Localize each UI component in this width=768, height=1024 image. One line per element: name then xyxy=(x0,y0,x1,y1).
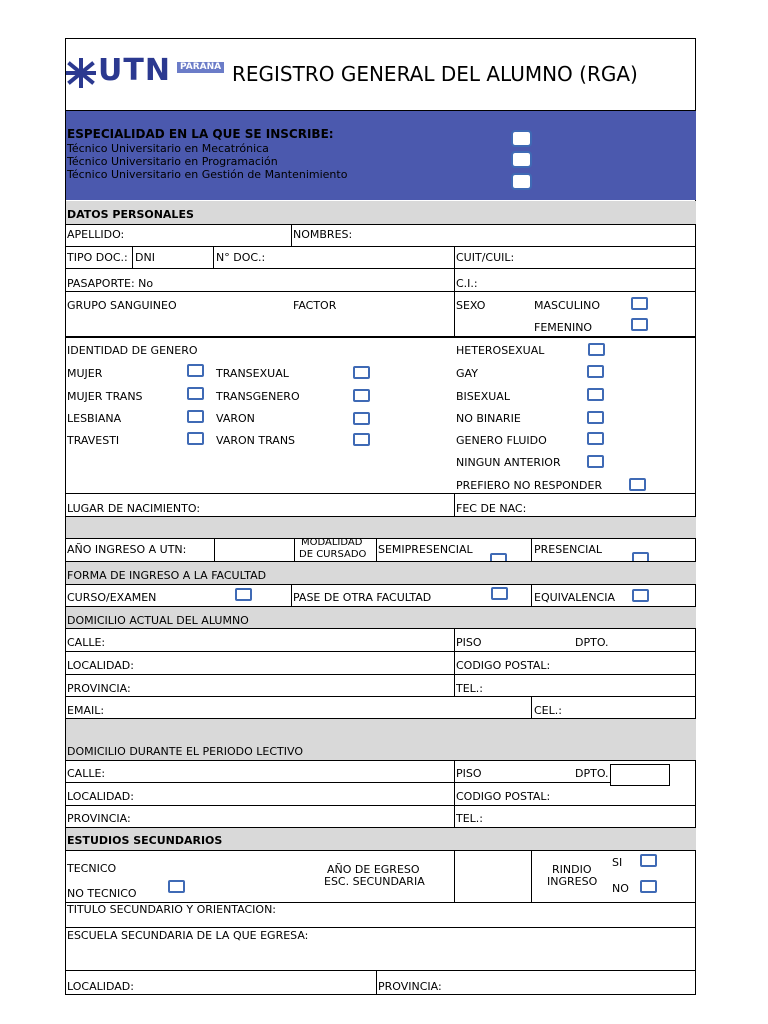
fecha-nacimiento-label: FEC DE NAC: xyxy=(456,502,527,515)
ninguno-checkbox[interactable] xyxy=(587,455,604,468)
genero-bisexual: BISEXUAL xyxy=(456,390,510,403)
mujer-checkbox[interactable] xyxy=(187,364,204,377)
femenino-checkbox[interactable] xyxy=(631,318,648,331)
equivalencia-label: EQUIVALENCIA xyxy=(534,591,616,604)
rindio-label-2: INGRESO xyxy=(547,875,598,888)
tel-actual-label: TEL.: xyxy=(456,682,484,695)
piso-actual-label: PISO xyxy=(456,636,482,649)
anio-ingreso-label: AÑO INGRESO A UTN: xyxy=(67,543,187,556)
localidad-escuela-label: LOCALIDAD: xyxy=(67,980,134,993)
egreso-label-1: AÑO DE EGRESO xyxy=(327,863,420,876)
masculino-checkbox[interactable] xyxy=(631,297,648,310)
travesti-checkbox[interactable] xyxy=(187,432,204,445)
cp-lectivo-label: CODIGO POSTAL: xyxy=(456,790,551,803)
provincia-escuela-label: PROVINCIA: xyxy=(378,980,442,993)
localidad-lectivo-label: LOCALIDAD: xyxy=(67,790,134,803)
no-checkbox[interactable] xyxy=(640,880,657,893)
dpto-lectivo-field[interactable] xyxy=(610,764,670,786)
grupo-sanguineo-label: GRUPO SANGUINEO xyxy=(67,299,177,312)
transexual-checkbox[interactable] xyxy=(353,366,370,379)
provincia-actual-label: PROVINCIA: xyxy=(67,682,131,695)
cp-actual-label: CODIGO POSTAL: xyxy=(456,659,551,672)
genero-gay: GAY xyxy=(456,367,478,380)
escuela-secundaria-label: ESCUELA SECUNDARIA DE LA QUE EGRESA: xyxy=(67,929,309,942)
factor-label: FACTOR xyxy=(293,299,337,312)
cel-label: CEL.: xyxy=(534,704,562,717)
genero-mujer: MUJER xyxy=(67,367,103,380)
semipresencial-label: SEMIPRESENCIAL xyxy=(378,543,473,556)
no-label: NO xyxy=(612,882,629,895)
calle-lectivo-label: CALLE: xyxy=(67,767,106,780)
transgenero-checkbox[interactable] xyxy=(353,389,370,402)
localidad-actual-label: LOCALIDAD: xyxy=(67,659,134,672)
pasaporte-label: PASAPORTE: No xyxy=(67,277,154,290)
provincia-lectivo-label: PROVINCIA: xyxy=(67,812,131,825)
titulo-secundario-label: TITULO SECUNDARIO Y ORIENTACION: xyxy=(67,903,277,916)
presencial-label: PRESENCIAL xyxy=(534,543,602,556)
bisexual-checkbox[interactable] xyxy=(587,388,604,401)
heterosexual-checkbox[interactable] xyxy=(588,343,605,356)
gay-checkbox[interactable] xyxy=(587,365,604,378)
si-label: SI xyxy=(612,856,623,869)
lesbiana-checkbox[interactable] xyxy=(187,410,204,423)
especialidad-checkbox-2[interactable] xyxy=(513,153,530,166)
genero-varon-trans: VARON TRANS xyxy=(216,434,296,447)
spacer-bar-1 xyxy=(66,517,696,538)
dpto-actual-label: DPTO. xyxy=(575,636,609,649)
si-checkbox[interactable] xyxy=(640,854,657,867)
especialidad-heading: ESPECIALIDAD EN LA QUE SE INSCRIBE: xyxy=(67,127,334,141)
domicilio-lectivo-heading: DOMICILIO DURANTE EL PERIODO LECTIVO xyxy=(67,745,303,758)
genero-no-binarie: NO BINARIE xyxy=(456,412,521,425)
genero-mujer-trans: MUJER TRANS xyxy=(67,390,143,403)
pase-facultad-label: PASE DE OTRA FACULTAD xyxy=(293,591,432,604)
especialidad-checkbox-3[interactable] xyxy=(513,175,530,188)
rindio-label-1: RINDIO xyxy=(552,863,592,876)
no-tecnico-checkbox[interactable] xyxy=(168,880,185,893)
masculino-label: MASCULINO xyxy=(534,299,600,312)
egreso-label-2: ESC. SECUNDARIA xyxy=(324,875,425,888)
genero-heterosexual: HETEROSEXUAL xyxy=(456,344,545,357)
especialidad-checkbox-1[interactable] xyxy=(513,132,530,145)
cuit-label: CUIT/CUIL: xyxy=(456,251,515,264)
modalidad-label-2: DE CURSADO xyxy=(299,549,367,560)
ci-label: C.I.: xyxy=(456,277,478,290)
genero-lesbiana: LESBIANA xyxy=(67,412,122,425)
mujer-trans-checkbox[interactable] xyxy=(187,387,204,400)
modalidad-label-1: MODALIDAD xyxy=(301,537,363,548)
genero-transexual: TRANSEXUAL xyxy=(216,367,289,380)
femenino-label: FEMENINO xyxy=(534,321,593,334)
domicilio-actual-heading: DOMICILIO ACTUAL DEL ALUMNO xyxy=(67,614,249,627)
nombres-label: NOMBRES: xyxy=(293,228,353,241)
apellido-label: APELLIDO: xyxy=(67,228,125,241)
equivalencia-checkbox[interactable] xyxy=(632,589,649,602)
calle-actual-label: CALLE: xyxy=(67,636,106,649)
forma-ingreso-heading: FORMA DE INGRESO A LA FACULTAD xyxy=(67,569,267,582)
curso-examen-label: CURSO/EXAMEN xyxy=(67,591,157,604)
dpto-lectivo-label: DPTO. xyxy=(575,767,609,780)
page-title: REGISTRO GENERAL DEL ALUMNO (RGA) xyxy=(232,62,638,86)
no-tecnico-label: NO TECNICO xyxy=(67,887,137,900)
sexo-label: SEXO xyxy=(456,299,486,312)
tel-lectivo-label: TEL.: xyxy=(456,812,484,825)
varon-checkbox[interactable] xyxy=(353,412,370,425)
nro-doc-label: N° DOC.: xyxy=(216,251,266,264)
especialidad-option-1: Técnico Universitario en Mecatrónica xyxy=(67,142,269,155)
utn-logo-icon xyxy=(66,56,96,90)
email-label: EMAIL: xyxy=(67,704,105,717)
no-responder-checkbox[interactable] xyxy=(629,478,646,491)
logo-text: UTN xyxy=(98,53,171,88)
especialidad-option-3: Técnico Universitario en Gestión de Mantenimiento xyxy=(67,168,348,181)
genero-transgenero: TRANSGENERO xyxy=(216,390,300,403)
genero-fluido-checkbox[interactable] xyxy=(587,432,604,445)
varon-trans-checkbox[interactable] xyxy=(353,433,370,446)
pase-facultad-checkbox[interactable] xyxy=(491,587,508,600)
genero-travesti: TRAVESTI xyxy=(67,434,120,447)
especialidad-option-2: Técnico Universitario en Programación xyxy=(67,155,278,168)
genero-no-responder: PREFIERO NO RESPONDER xyxy=(456,479,603,492)
datos-heading: DATOS PERSONALES xyxy=(67,208,194,221)
tipo-doc-value: DNI xyxy=(135,251,155,264)
genero-fluido: GENERO FLUIDO xyxy=(456,434,547,447)
genero-heading: IDENTIDAD DE GENERO xyxy=(67,344,198,357)
genero-ninguno: NINGUN ANTERIOR xyxy=(456,456,561,469)
tipo-doc-label: TIPO DOC.: xyxy=(67,251,128,264)
no-binarie-checkbox[interactable] xyxy=(587,411,604,424)
logo-badge: PARANÁ xyxy=(177,62,224,73)
piso-lectivo-label: PISO xyxy=(456,767,482,780)
lugar-nacimiento-label: LUGAR DE NACIMIENTO: xyxy=(67,502,201,515)
tecnico-label: TECNICO xyxy=(67,862,117,875)
estudios-heading: ESTUDIOS SECUNDARIOS xyxy=(67,834,223,847)
curso-examen-checkbox[interactable] xyxy=(235,588,252,601)
genero-varon: VARON xyxy=(216,412,255,425)
